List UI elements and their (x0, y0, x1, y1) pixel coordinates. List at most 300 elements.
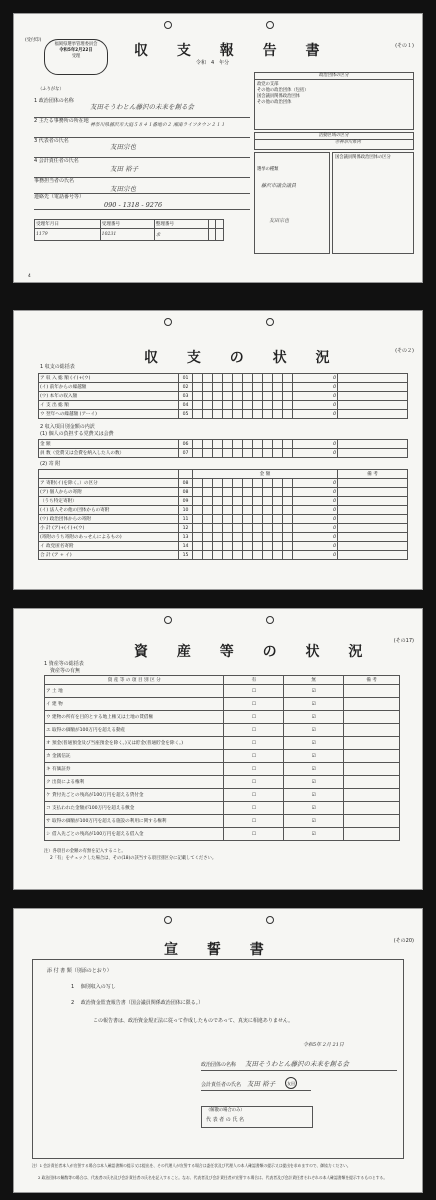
digit-cell (263, 488, 273, 497)
checkbox-yes: ☐ (224, 763, 284, 776)
digit-cell (233, 515, 243, 524)
digit-cell (203, 410, 213, 419)
remarks-cell (344, 789, 400, 802)
candidate-box (254, 152, 330, 254)
page-2-balance (13, 310, 423, 590)
date-line: 令和 4 年分 (196, 60, 230, 66)
digit-cell (223, 551, 233, 560)
row-label: 員 数（党費又は会費を納入した人の数） (39, 449, 179, 458)
digit-cell (253, 401, 263, 410)
zero-value: 0 (293, 440, 338, 449)
category-checkbox: その他の政治団体 (257, 100, 292, 105)
checkbox-no: ☑ (284, 737, 344, 750)
row-code: 06 (179, 440, 193, 449)
checkbox-no: ☑ (284, 698, 344, 711)
table-row (39, 410, 408, 419)
digit-cell (253, 374, 263, 383)
digit-cell (223, 392, 233, 401)
asset-label: ケ 貸付先ごとの残高が100万円を超える貸付金 (45, 789, 224, 802)
checkbox-yes: ☐ (224, 789, 284, 802)
info-row-label: 2 主たる事務所の所在地 (34, 118, 250, 138)
digit-cell (193, 551, 203, 560)
digit-cell (223, 374, 233, 383)
district-value: ⑩神奈川県内 (335, 140, 361, 145)
pledge-note: 注）1 会計責任者本人が宣誓する場合は本人確認書類の提示又は提出を、その代理人が宣誓する場合は委任状及び代理人の本人確認書類の提示又は提出を求めますので、御協力ください。 (32, 1163, 351, 1168)
digit-cell (273, 524, 283, 533)
zero-value: 0 (293, 488, 338, 497)
digit-cell (243, 506, 253, 515)
ruby-label: （ふりがな） (38, 87, 64, 92)
digit-cell (223, 533, 233, 542)
digit-cell (223, 488, 233, 497)
row-code: 10 (179, 506, 193, 515)
digit-cell (193, 497, 203, 506)
reg-value: 10231 (100, 229, 154, 241)
header-blank (179, 470, 193, 479)
kokkai-box (332, 152, 414, 254)
remarks-cell (338, 542, 408, 551)
digit-cell (243, 401, 253, 410)
header-remarks: 備 考 (338, 470, 408, 479)
digit-cell (193, 479, 203, 488)
stamp-org: 福岡県選挙管理委員会 (54, 42, 98, 47)
digit-cell (203, 542, 213, 551)
digit-cell (253, 392, 263, 401)
table-row (45, 711, 400, 724)
table-row (39, 515, 408, 524)
digit-cell (263, 410, 273, 419)
seal-stamp: 友田 (285, 1077, 297, 1089)
remarks-cell (338, 506, 408, 515)
row-code: 09 (179, 497, 193, 506)
table-row (45, 685, 400, 698)
table-row (39, 401, 408, 410)
zero-value: 0 (293, 524, 338, 533)
remarks-cell (344, 750, 400, 763)
page-number: (その20) (393, 938, 414, 944)
acct-value: 友田 裕子 (247, 1080, 276, 1088)
digit-cell (283, 542, 293, 551)
digit-cell (203, 506, 213, 515)
assets-table (44, 675, 400, 841)
assets-note: 2「有」をチェックした場合は、その(18)の該当する項目別区分に記載してください。 (50, 856, 217, 861)
underline (201, 1090, 311, 1091)
digit-cell (193, 392, 203, 401)
asset-label: コ 支払われた金額が100万円を超える敷金 (45, 802, 224, 815)
page-1-income-report (13, 13, 423, 283)
column-header: 無 (284, 676, 344, 685)
remarks-cell (338, 488, 408, 497)
digit-cell (193, 449, 203, 458)
header-amount: 金 額 (193, 470, 338, 479)
asset-label: ア 土 地 (45, 685, 224, 698)
digit-cell (283, 401, 293, 410)
asset-label: キ 有価証券 (45, 763, 224, 776)
digit-cell (203, 479, 213, 488)
table-row (45, 724, 400, 737)
category-checks (255, 80, 413, 108)
table-row (39, 440, 408, 449)
digit-cell (263, 440, 273, 449)
digit-cell (203, 515, 213, 524)
row-code: 11 (179, 515, 193, 524)
checkbox-no: ☑ (284, 789, 344, 802)
digit-cell (283, 524, 293, 533)
table-row (39, 383, 408, 392)
digit-cell (233, 533, 243, 542)
digit-cell (273, 515, 283, 524)
org-value: 友田そうわとん藤沢の未来を創る会 (245, 1060, 349, 1068)
header-blank (39, 470, 179, 479)
digit-cell (243, 392, 253, 401)
digit-cell (253, 551, 263, 560)
digit-cell (223, 410, 233, 419)
checkbox-yes: ☐ (224, 724, 284, 737)
digit-cell (213, 524, 223, 533)
digit-cell (273, 392, 283, 401)
reg-label: 整理番号 (154, 220, 208, 229)
donation-table (38, 469, 408, 560)
digit-cell (253, 515, 263, 524)
page-4-pledge (13, 908, 423, 1193)
row-code: 08 (179, 479, 193, 488)
checkbox-no: ☑ (284, 685, 344, 698)
digit-cell (193, 410, 203, 419)
zero-value: 0 (293, 497, 338, 506)
digit-cell (253, 542, 263, 551)
digit-cell (193, 515, 203, 524)
remarks-cell (338, 515, 408, 524)
digit-cell (203, 524, 213, 533)
digit-cell (193, 488, 203, 497)
punch-hole-icon (164, 318, 172, 326)
table-row (39, 497, 408, 506)
pledge-text: この報告書は、政治資金規正法に従って作成したものであって、真実に相違ありません。 (93, 1018, 294, 1024)
table-row (39, 533, 408, 542)
row-label: 小 計 (ア)+(イ)+(ウ) (39, 524, 179, 533)
digit-cell (273, 488, 283, 497)
digit-cell (243, 374, 253, 383)
asset-label: シ 借入先ごとの残高が100万円を超える借入金 (45, 828, 224, 841)
info-row-label: 1 政治団体の名称 (34, 98, 250, 118)
digit-cell (213, 440, 223, 449)
digit-cell (283, 506, 293, 515)
attachment-item: 2 政治資金監査報告書（国会議員関係政治団体に限る。） (71, 1000, 204, 1006)
table-row (39, 479, 408, 488)
reg-label: 受理年月日 (35, 220, 101, 229)
digit-cell (263, 401, 273, 410)
row-code: 14 (179, 542, 193, 551)
column-header: 備 考 (344, 676, 400, 685)
digit-cell (283, 383, 293, 392)
acct-label: 会計責任者の氏名 (201, 1082, 242, 1088)
digit-cell (273, 440, 283, 449)
reg-value: 求 (154, 229, 208, 241)
digit-cell (283, 479, 293, 488)
page-title: 資 産 等 の 状 況 (134, 644, 375, 660)
row-code: 03 (179, 392, 193, 401)
candidate-type: 藤沢市議会議員 (261, 183, 297, 189)
table-row (45, 698, 400, 711)
asset-label: オ 預金(普通預金及び当座預金を除く。)又は貯金(普通貯金を除く。) (45, 737, 224, 750)
remarks-cell (338, 524, 408, 533)
digit-cell (273, 542, 283, 551)
remarks-cell (344, 828, 400, 841)
section-label: (2) 寄 附 (40, 461, 61, 467)
row-label: イ 政党匿名寄附 (39, 542, 179, 551)
digit-cell (193, 542, 203, 551)
digit-cell (203, 551, 213, 560)
asset-label: ウ 建物の所有を目的とする地上権又は土地の賃借権 (45, 711, 224, 724)
punch-hole-icon (164, 916, 172, 924)
row-code: 12 (179, 524, 193, 533)
digit-cell (233, 506, 243, 515)
row-code: 05 (179, 410, 193, 419)
remarks-cell (344, 711, 400, 724)
digit-cell (263, 533, 273, 542)
zero-value: 0 (293, 479, 338, 488)
digit-cell (283, 374, 293, 383)
zero-value: 0 (293, 551, 338, 560)
digit-cell (243, 497, 253, 506)
checkbox-no: ☑ (284, 763, 344, 776)
row-label: (ウ) 政治団体からの寄附 (39, 515, 179, 524)
digit-cell (243, 440, 253, 449)
asset-label: イ 建 物 (45, 698, 224, 711)
digit-cell (193, 383, 203, 392)
digit-cell (243, 383, 253, 392)
row-label: (ウ) 本年の収入額 (39, 392, 179, 401)
digit-cell (213, 449, 223, 458)
digit-cell (243, 449, 253, 458)
digit-cell (233, 551, 243, 560)
stamp-date: 令和5年2月22日 (59, 48, 93, 53)
table-row (45, 828, 400, 841)
punch-hole-icon (266, 616, 274, 624)
digit-cell (233, 524, 243, 533)
digit-cell (213, 374, 223, 383)
checkbox-yes: ☐ (224, 711, 284, 724)
digit-cell (203, 497, 213, 506)
digit-cell (193, 440, 203, 449)
digit-cell (243, 479, 253, 488)
digit-cell (263, 551, 273, 560)
digit-cell (233, 479, 243, 488)
row-code: 08 (179, 488, 193, 497)
punch-hole-icon (164, 21, 172, 29)
row-label: (ア) 個人からの寄附 (39, 488, 179, 497)
table-row (45, 789, 400, 802)
punch-hole-icon (266, 916, 274, 924)
digit-cell (233, 401, 243, 410)
digit-cell (193, 524, 203, 533)
stamp-top: (受付印) (25, 38, 42, 43)
digit-cell (283, 449, 293, 458)
row-code: 02 (179, 383, 193, 392)
digit-cell (213, 533, 223, 542)
digit-cell (263, 515, 273, 524)
checkbox-yes: ☐ (224, 698, 284, 711)
digit-cell (253, 506, 263, 515)
digit-cell (203, 440, 213, 449)
digit-cell (223, 479, 233, 488)
remarks-cell (344, 724, 400, 737)
column-header: 資 産 等 の 項 目 別 区 分 (45, 676, 224, 685)
digit-cell (253, 440, 263, 449)
digit-cell (263, 497, 273, 506)
checkbox-yes: ☐ (224, 737, 284, 750)
rep-box-title: （解散の場合のみ） (206, 1108, 245, 1113)
remarks-cell (338, 533, 408, 542)
digit-cell (243, 533, 253, 542)
digit-cell (223, 383, 233, 392)
category-checkbox: 政党の支部 (257, 82, 279, 87)
table-row (39, 524, 408, 533)
digit-cell (243, 410, 253, 419)
digit-cell (253, 497, 263, 506)
zero-value: 0 (293, 401, 338, 410)
row-label: ア 収 入 総 額 (イ)+(ウ) (39, 374, 179, 383)
digit-cell (193, 401, 203, 410)
stamp-recv: 受理 (71, 54, 81, 59)
column-header: 有 (224, 676, 284, 685)
asset-label: カ 金銭信託 (45, 750, 224, 763)
page-number: (その２) (395, 348, 414, 354)
table-header (39, 470, 408, 479)
digit-cell (193, 533, 203, 542)
checkbox-no: ☑ (284, 815, 344, 828)
digit-cell (263, 506, 273, 515)
digit-cell (273, 449, 283, 458)
digit-cell (273, 374, 283, 383)
digit-cell (273, 551, 283, 560)
category-box (254, 72, 414, 130)
digit-cell (213, 479, 223, 488)
assets-note: 注）各項目の金額の有無を記入すること。 (44, 849, 126, 854)
digit-cell (273, 506, 283, 515)
info-row-label: 3 代表者の氏名 (34, 138, 250, 158)
page-3-assets (13, 608, 423, 890)
table-row (39, 551, 408, 560)
digit-cell (213, 392, 223, 401)
row-label: (イ) 前年からの繰越額 (39, 383, 179, 392)
digit-cell (273, 497, 283, 506)
asset-label: ク 出資による権利 (45, 776, 224, 789)
asset-label: サ 取得の価額が100万円を超える施設の利用に関する権利 (45, 815, 224, 828)
registration-table (34, 219, 224, 241)
zero-value: 0 (293, 383, 338, 392)
digit-cell (213, 515, 223, 524)
page-number: (その17) (393, 638, 414, 644)
digit-cell (263, 392, 273, 401)
remarks-cell (338, 383, 408, 392)
district-box (254, 132, 414, 150)
digit-cell (283, 440, 293, 449)
zero-value: 0 (293, 374, 338, 383)
checkbox-yes: ☐ (224, 802, 284, 815)
digit-cell (233, 392, 243, 401)
digit-cell (273, 533, 283, 542)
digit-cell (243, 488, 253, 497)
zero-value: 0 (293, 542, 338, 551)
digit-cell (283, 410, 293, 419)
kokkai-title: 国会議員関係政治団体の区分 (335, 155, 391, 160)
digit-cell (233, 383, 243, 392)
digit-cell (263, 374, 273, 383)
digit-cell (223, 440, 233, 449)
org-name-value: 友田そうわとん藤沢の未来を創る会 (90, 103, 194, 111)
digit-cell (243, 524, 253, 533)
digit-cell (193, 506, 203, 515)
pledge-date: 令和5年 2月 21日 (303, 1042, 344, 1048)
row-label: (寄附のうち寄附のあっせんによるもの) (39, 533, 179, 542)
remarks-cell (338, 551, 408, 560)
remarks-cell (344, 815, 400, 828)
checkbox-yes: ☐ (224, 815, 284, 828)
info-row-label: 連絡先（電話番号等） (34, 194, 250, 210)
rep-value: 友田宗也 (110, 143, 136, 151)
digit-cell (223, 401, 233, 410)
digit-cell (253, 488, 263, 497)
digit-cell (203, 374, 213, 383)
digit-cell (283, 551, 293, 560)
digit-cell (203, 392, 213, 401)
table-row (39, 374, 408, 383)
table-row (45, 815, 400, 828)
digit-cell (203, 488, 213, 497)
reg-value: 1179 (35, 229, 101, 241)
zero-value: 0 (293, 449, 338, 458)
row-label: イ 支 出 総 額 (39, 401, 179, 410)
table-row (39, 392, 408, 401)
row-code: 15 (179, 551, 193, 560)
remarks-cell (338, 392, 408, 401)
row-label: ア 寄附(イ)を除く。）の区分 (39, 479, 179, 488)
digit-cell (193, 374, 203, 383)
digit-cell (203, 401, 213, 410)
digit-cell (263, 449, 273, 458)
org-label: 政治団体の名称 (201, 1062, 237, 1068)
digit-cell (253, 410, 263, 419)
rep-label: 代 表 者 の 氏 名 (206, 1117, 244, 1123)
digit-cell (233, 449, 243, 458)
staff-value: 友田宗也 (110, 185, 136, 193)
section-label: 2 収入項目別金額の内訳 (40, 424, 95, 430)
checkbox-no: ☑ (284, 828, 344, 841)
zero-value: 0 (293, 515, 338, 524)
zero-value: 0 (293, 392, 338, 401)
digit-cell (283, 497, 293, 506)
underline (201, 1070, 397, 1071)
basic-info-rows (34, 98, 250, 210)
zero-value: 0 (293, 506, 338, 515)
row-code: 07 (179, 449, 193, 458)
acct-value: 友田 裕子 (110, 165, 139, 173)
digit-cell (223, 497, 233, 506)
digit-cell (263, 542, 273, 551)
digit-cell (213, 542, 223, 551)
remarks-cell (344, 776, 400, 789)
checkbox-no: ☑ (284, 776, 344, 789)
table-row (39, 542, 408, 551)
section-label: (1) 個人の負担する党費又は会費 (40, 431, 114, 437)
remarks-cell (338, 449, 408, 458)
digit-cell (213, 551, 223, 560)
remarks-cell (338, 479, 408, 488)
table-row (45, 776, 400, 789)
digit-cell (253, 479, 263, 488)
remarks-cell (344, 763, 400, 776)
